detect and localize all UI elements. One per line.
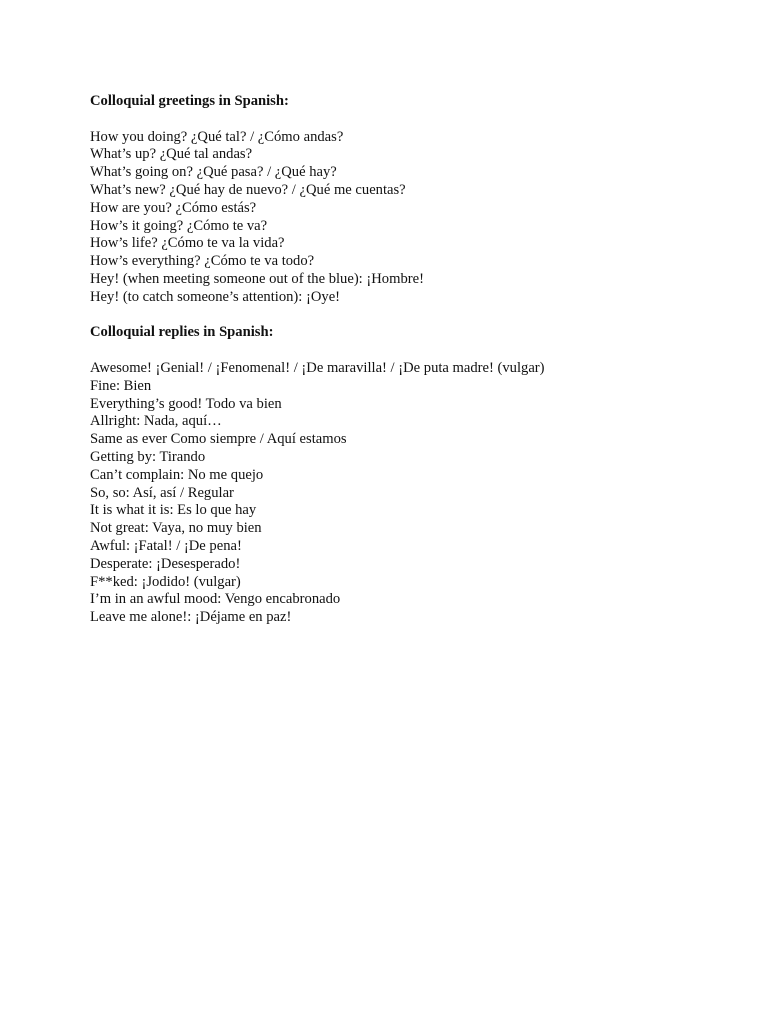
section-spacer: [90, 307, 730, 325]
reply-line: F**ked: ¡Jodido! (vulgar): [90, 573, 241, 590]
reply-line: Fine: Bien: [90, 377, 152, 394]
reply-line: Awful: ¡Fatal! / ¡De pena!: [90, 537, 242, 554]
greeting-line: What’s new? ¿Qué hay de nuevo? / ¿Qué me cuentas?: [90, 181, 406, 198]
reply-line: Leave me alone!: ¡Déjame en paz!: [90, 609, 292, 626]
reply-line: I’m in an awful mood: Vengo encabronado: [90, 591, 341, 608]
greeting-line: Hey! (when meeting someone out of the blue): ¡Hombre!: [90, 270, 424, 287]
reply-line: Not great: Vaya, no muy bien: [90, 520, 262, 537]
replies-heading: Colloquial replies in Spanish:: [90, 324, 274, 341]
greeting-line: How’s everything? ¿Cómo te va todo?: [90, 253, 315, 270]
reply-line: Awesome! ¡Genial! / ¡Fenomenal! / ¡De maravilla! / ¡De puta madre! (vulgar): [90, 359, 545, 376]
replies-section: [90, 324, 730, 627]
greeting-line: What’s going on? ¿Qué pasa? / ¿Qué hay?: [90, 164, 337, 181]
greeting-line: Hey! (to catch someone’s attention): ¡Oye!: [90, 288, 341, 305]
greeting-line: How you doing? ¿Qué tal? / ¿Cómo andas?: [90, 128, 344, 145]
reply-line: It is what it is: Es lo que hay: [90, 502, 257, 519]
greeting-line: How’s life? ¿Cómo te va la vida?: [90, 235, 285, 252]
reply-line: Getting by: Tirando: [90, 448, 206, 465]
document-page: [90, 93, 730, 627]
greeting-line: How are you? ¿Cómo estás?: [90, 199, 257, 216]
reply-line: Desperate: ¡Desesperado!: [90, 555, 241, 572]
reply-line: Can’t complain: No me quejo: [90, 466, 264, 483]
greeting-line: How’s it going? ¿Cómo te va?: [90, 217, 268, 234]
greeting-line: What’s up? ¿Qué tal andas?: [90, 146, 253, 163]
reply-line: Same as ever Como siempre / Aquí estamos: [90, 431, 347, 448]
greetings-section: [90, 93, 730, 307]
reply-line: Allright: Nada, aquí…: [90, 413, 222, 430]
reply-line: So, so: Así, así / Regular: [90, 484, 234, 501]
reply-line: Everything’s good! Todo va bien: [90, 395, 282, 412]
greetings-heading: Colloquial greetings in Spanish:: [90, 93, 289, 109]
